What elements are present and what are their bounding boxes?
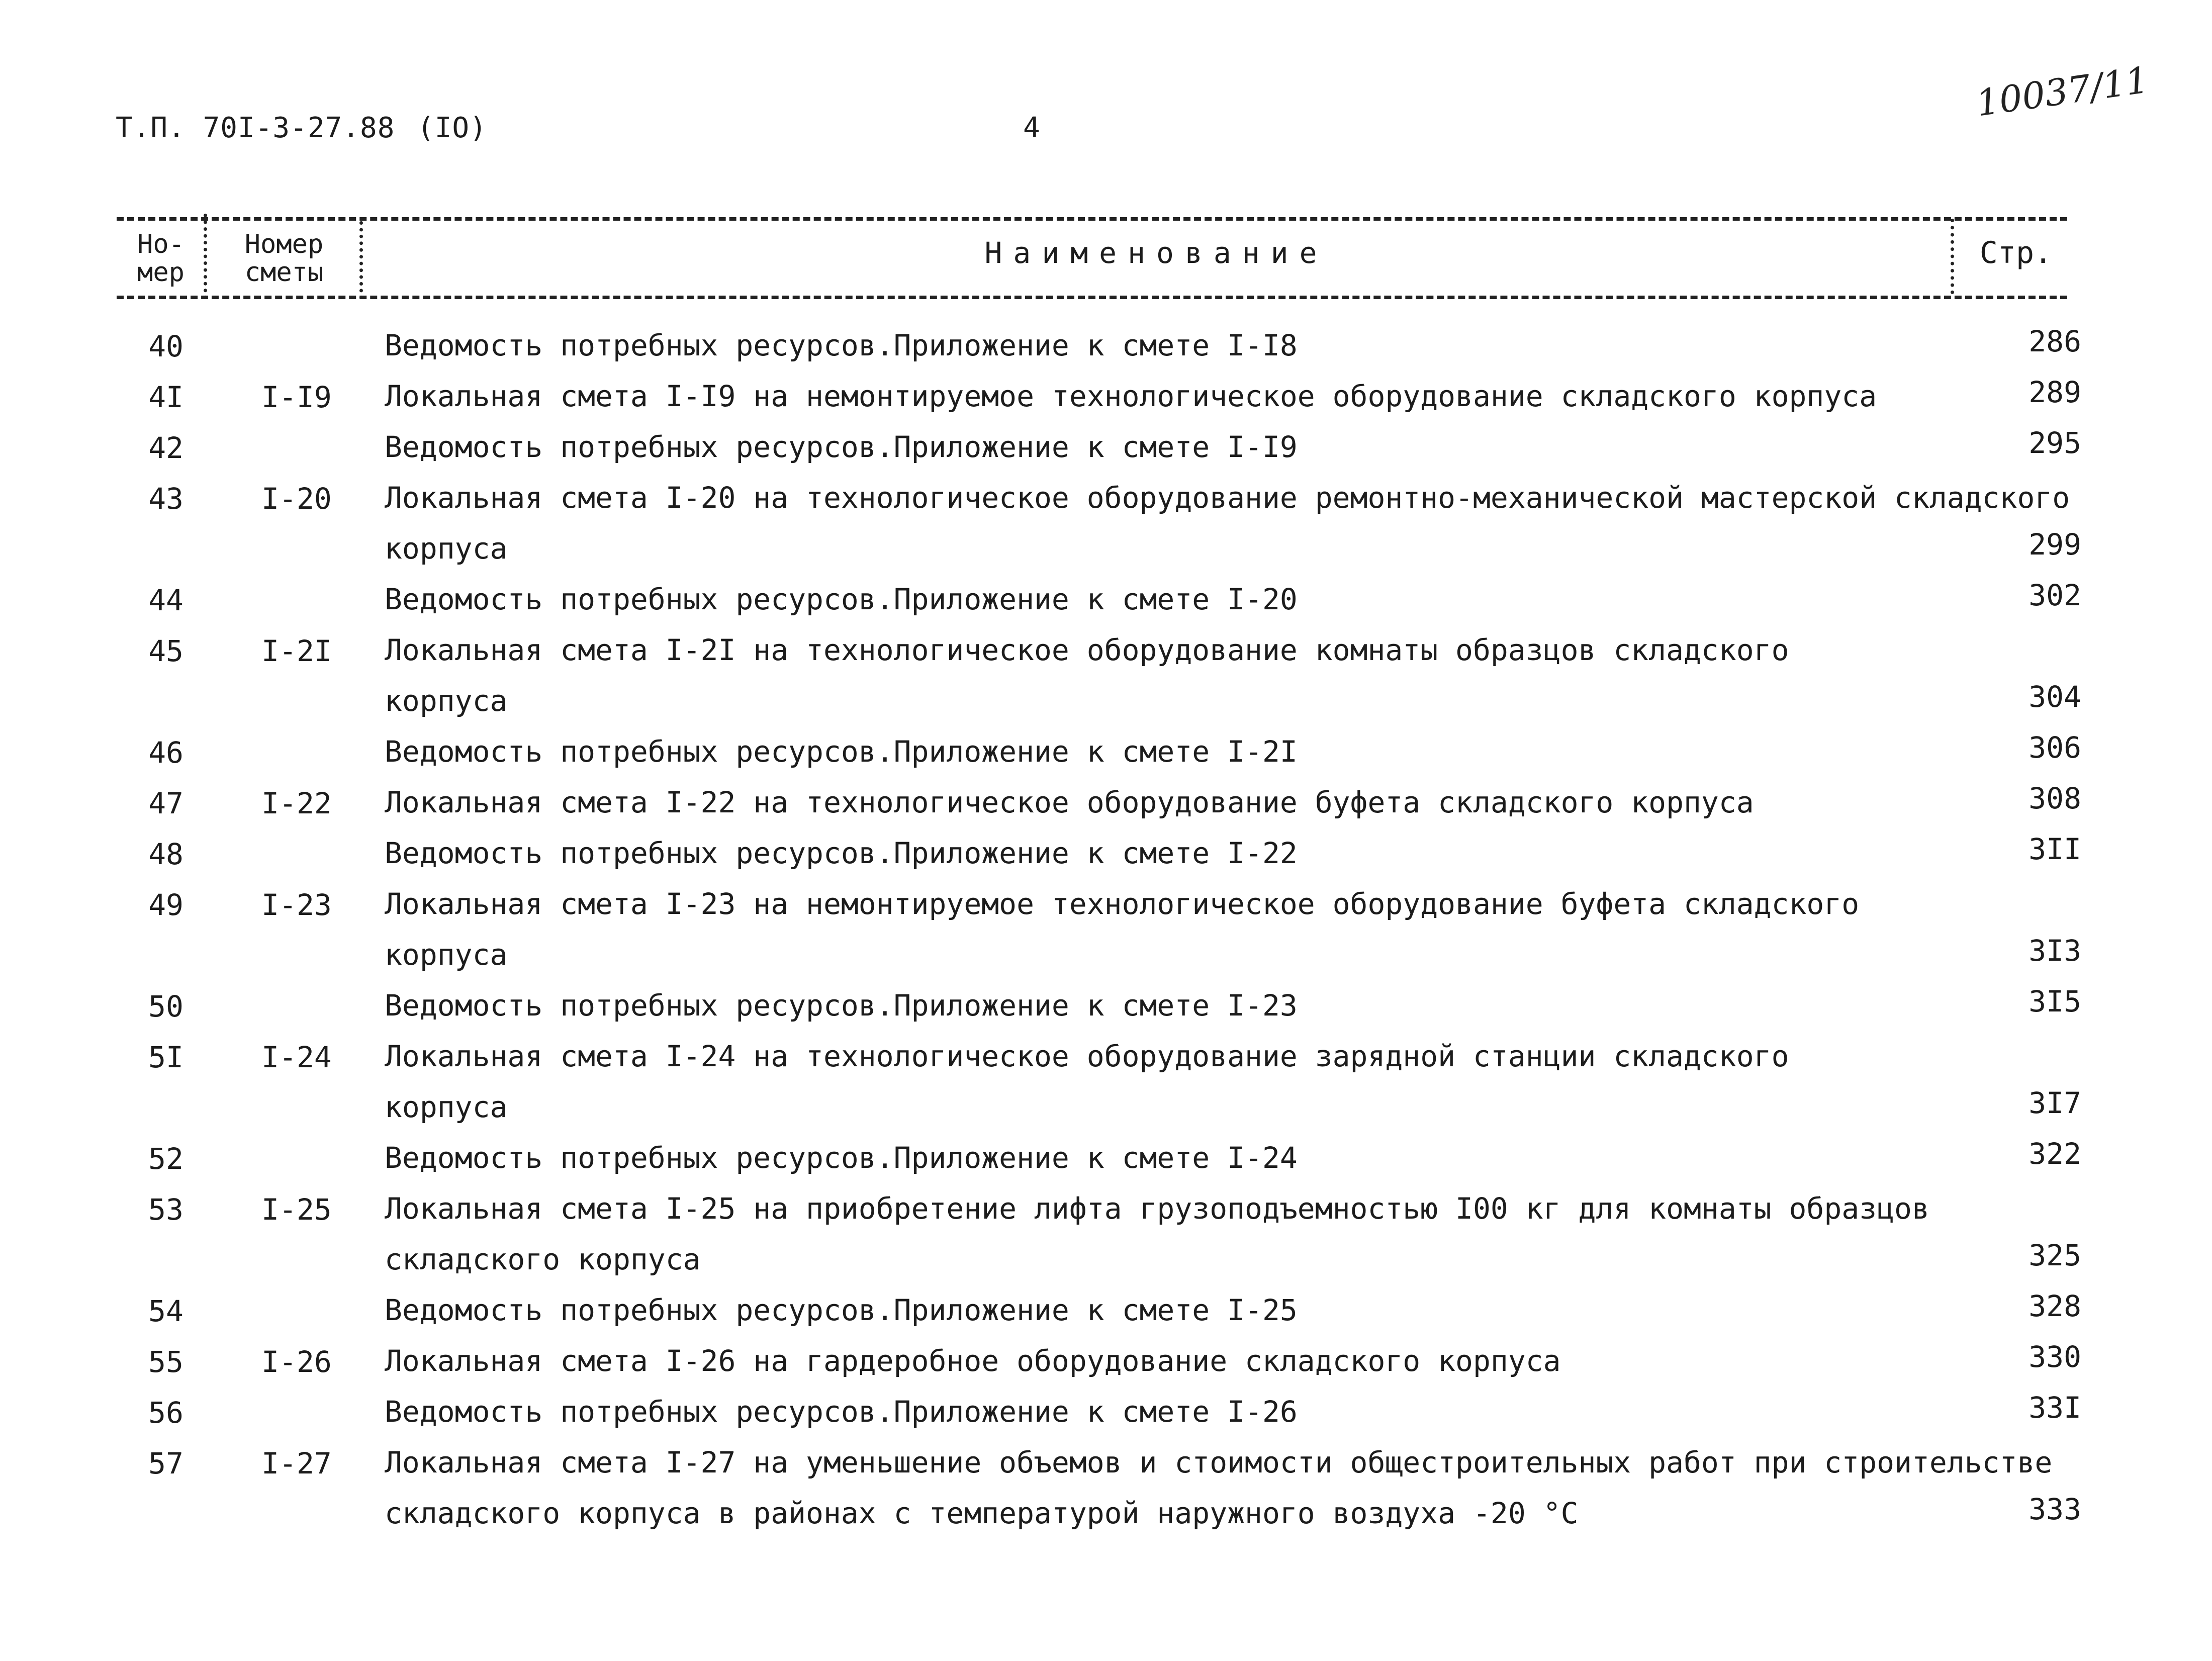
row-name-line: Ведомость потребных ресурсов.Приложение к смете I-I9 — [385, 430, 1298, 464]
row-page: 33I — [2029, 1391, 2081, 1425]
row-name — [385, 879, 1943, 980]
row-page: 325 — [2029, 1238, 2081, 1272]
header-divider — [204, 214, 207, 299]
row-name — [385, 1285, 1943, 1336]
row-name-line: складского корпуса в районах с температурой наружного воздуха -20 °С — [385, 1496, 1579, 1530]
row-name-line: Ведомость потребных ресурсов.Приложение к смете I-23 — [385, 988, 1298, 1023]
row-estimate-number: I-26 — [261, 1345, 332, 1379]
row-name-line: складского корпуса — [385, 1242, 701, 1276]
row-name — [385, 980, 1943, 1031]
column-header-number-line: мер — [137, 257, 185, 288]
row-name-line: Ведомость потребных ресурсов.Приложение к смете I-25 — [385, 1293, 1298, 1327]
row-name-line: Локальная смета I-20 на технологическое оборудование ремонтно-механической мастерской складского — [385, 481, 2070, 515]
row-name — [385, 777, 1943, 828]
volume-label: (IO) — [417, 112, 487, 144]
row-name-line: Ведомость потребных ресурсов.Приложение к смете I-I8 — [385, 328, 1298, 362]
column-header-estimate — [211, 230, 357, 287]
column-header-page: Стр. — [1979, 235, 2053, 270]
row-name-line: Ведомость потребных ресурсов.Приложение к смете I-20 — [385, 582, 1298, 616]
row-number: 54 — [148, 1294, 183, 1328]
table-row — [0, 1446, 2212, 1548]
row-page: 302 — [2029, 578, 2081, 612]
header-divider — [1951, 219, 1954, 294]
row-name — [385, 422, 1943, 473]
row-page: 289 — [2029, 375, 2081, 409]
row-number: 49 — [148, 888, 183, 922]
row-name — [385, 1437, 2053, 1539]
row-estimate-number: I-22 — [261, 786, 332, 820]
document-reference: Т.П. 70I-3-27.88 — [116, 112, 395, 144]
row-page: 3I7 — [2029, 1086, 2081, 1120]
row-name-line: Ведомость потребных ресурсов.Приложение к смете I-2I — [385, 734, 1298, 769]
row-number: 52 — [148, 1142, 183, 1176]
row-page: 3I3 — [2029, 934, 2081, 968]
row-estimate-number: I-20 — [261, 482, 332, 516]
column-header-name: Наименование — [984, 236, 1328, 270]
row-name-line: Ведомость потребных ресурсов.Приложение к смете I-22 — [385, 836, 1298, 870]
row-name — [385, 828, 1943, 879]
row-name-line: Локальная смета I-25 на приобретение лифта грузоподъемностью I00 кг для комнаты образцов — [385, 1191, 1929, 1226]
row-estimate-number: I-24 — [261, 1040, 332, 1074]
row-number: 4I — [148, 380, 183, 414]
header-divider — [359, 221, 363, 299]
row-number: 42 — [148, 431, 183, 465]
row-name-line: корпуса — [385, 1090, 508, 1124]
row-page: 3II — [2029, 832, 2081, 866]
row-number: 40 — [148, 329, 183, 363]
row-page: 306 — [2029, 730, 2081, 765]
row-page: 286 — [2029, 324, 2081, 358]
row-name — [385, 574, 1943, 625]
header-bottom-rule — [117, 296, 2067, 299]
row-estimate-number: I-25 — [261, 1192, 332, 1227]
row-name-line: корпуса — [385, 531, 508, 566]
row-name — [385, 320, 1943, 371]
table-row — [0, 482, 2212, 583]
row-name-line: корпуса — [385, 938, 508, 972]
row-name — [385, 1336, 1943, 1387]
row-number: 57 — [148, 1446, 183, 1481]
row-number: 45 — [148, 634, 183, 668]
row-page: 328 — [2029, 1289, 2081, 1323]
row-page: 330 — [2029, 1340, 2081, 1374]
row-number: 5I — [148, 1040, 183, 1074]
row-page: 304 — [2029, 680, 2081, 714]
row-name-line: Локальная смета I-24 на технологическое оборудование зарядной станции складского — [385, 1039, 1789, 1073]
table-row — [0, 1192, 2212, 1294]
row-number: 50 — [148, 989, 183, 1024]
row-name-line: корпуса — [385, 684, 508, 718]
row-number: 46 — [148, 735, 183, 770]
row-name-line: Локальная смета I-26 на гардеробное оборудование складского корпуса — [385, 1344, 1561, 1378]
table-row — [0, 1040, 2212, 1142]
row-number: 48 — [148, 837, 183, 871]
row-number: 56 — [148, 1396, 183, 1430]
row-number: 43 — [148, 482, 183, 516]
row-estimate-number: I-27 — [261, 1446, 332, 1481]
row-name — [385, 1031, 1943, 1133]
row-name-line: Локальная смета I-27 на уменьшение объемов и стоимости общестроительных работ при строительстве — [385, 1445, 2053, 1480]
row-estimate-number: I-2I — [261, 634, 332, 668]
row-name — [385, 1183, 1943, 1285]
row-name-line: Локальная смета I-22 на технологическое оборудование буфета складского корпуса — [385, 785, 1754, 819]
row-name — [385, 1133, 1943, 1183]
header-top-rule — [117, 217, 2067, 221]
row-page: 295 — [2029, 426, 2081, 460]
row-name-line: Локальная смета I-I9 на немонтируемое технологическое оборудование складского корпуса — [385, 379, 1877, 413]
row-name — [385, 625, 1943, 726]
row-page: 333 — [2029, 1492, 2081, 1526]
table-row — [0, 634, 2212, 735]
column-header-number — [121, 230, 201, 287]
column-header-number-line: Но- — [137, 229, 185, 259]
row-name-line: Локальная смета I-23 на немонтируемое технологическое оборудование буфета складского — [385, 887, 1860, 921]
column-header-estimate-line: Номер — [244, 229, 324, 259]
row-name — [385, 1387, 1943, 1437]
row-name-line: Ведомость потребных ресурсов.Приложение к смете I-24 — [385, 1141, 1298, 1175]
row-estimate-number: I-I9 — [261, 380, 332, 414]
row-estimate-number: I-23 — [261, 888, 332, 922]
row-number: 53 — [148, 1192, 183, 1227]
row-number: 44 — [148, 583, 183, 617]
row-number: 47 — [148, 786, 183, 820]
row-number: 55 — [148, 1345, 183, 1379]
row-page: 308 — [2029, 781, 2081, 815]
row-name — [385, 371, 1943, 422]
page-number: 4 — [1023, 112, 1041, 144]
row-name-line: Ведомость потребных ресурсов.Приложение к смете I-26 — [385, 1395, 1298, 1429]
row-name-line: Локальная смета I-2I на технологическое оборудование комнаты образцов складского — [385, 633, 1789, 667]
column-header-estimate-line: сметы — [244, 257, 324, 288]
row-name — [385, 726, 1943, 777]
handwritten-number: 10037/11 — [1973, 58, 2152, 125]
table-row — [0, 888, 2212, 989]
row-page: 322 — [2029, 1137, 2081, 1171]
row-page: 3I5 — [2029, 984, 2081, 1019]
row-page: 299 — [2029, 527, 2081, 562]
